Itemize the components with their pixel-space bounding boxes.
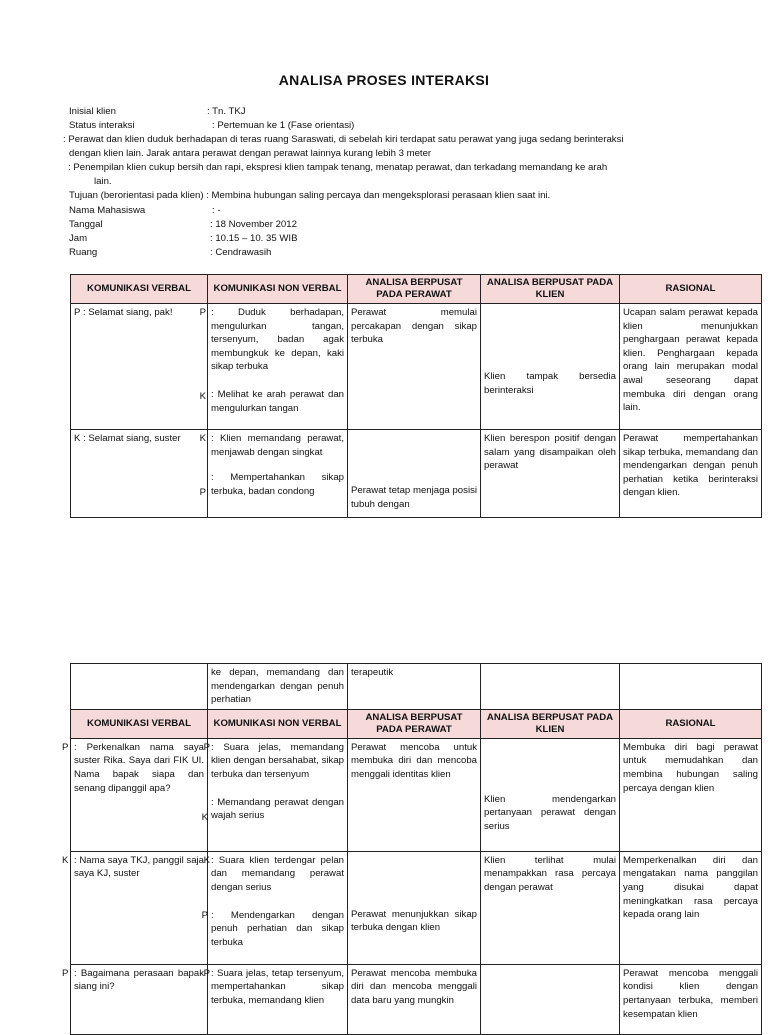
penampilan-line-2: lain. (94, 176, 112, 187)
header-verbal: KOMUNIKASI VERBAL (71, 275, 208, 304)
rasional-text: Ucapan salam perawat kepada klien menunjukkan penghargaan perawat kepada klien. Penghargaan kepada orang lain merupakan modal awal seseorang dapat membuka diri dengan orang lain. (623, 307, 758, 414)
perawat-analysis: Perawat mencoba membuka diri dan mencoba menggali data baru yang mungkin (351, 967, 477, 1006)
table-row (71, 430, 762, 518)
document-title: ANALISA PROSES INTERAKSI (278, 72, 490, 88)
perawat-analysis: Perawat mencoba untuk membuka diri dan mencoba menggali identitas klien (351, 741, 477, 780)
speaker-mark: P (199, 487, 206, 498)
klien-analysis: Klien tampak bersedia berinteraksi (484, 371, 616, 396)
rasional-text: Memperkenalkan diri dan mengatakan nama panggilan yang disukai dapat meningkatkan rasa percaya kepada orang lain (623, 854, 758, 921)
nonverbal-text: : Mendengarkan dengan penuh perhatian dan sikap terbuka (211, 909, 344, 948)
rasional-text: Membuka diri bagi perawat untuk memudahkan dan membina hubungan saling percaya dengan klien (623, 741, 758, 794)
table-row (71, 738, 762, 851)
nonverbal-text: : Suara jelas, memandang klien dengan bersahabat, sikap terbuka dan tersenyum (211, 741, 344, 780)
verbal-text: : Perkenalkan nama saya suster Rika. Saya dari FIK UI. Nama bapak siapa dan senang dipanggil apa? (74, 741, 204, 794)
verbal-text: : Nama saya TKJ, panggil saja saya KJ, suster (74, 854, 204, 880)
nonverbal-text: : Suara jelas, tetap tersenyum, mempertahankan sikap terbuka, memandang klien (211, 967, 344, 1006)
speaker-mark: K (62, 854, 69, 866)
nonverbal-text: : Duduk berhadapan, mengulurkan tangan, tersenyum, badan agak membungkuk ke depan, kaki sikap terbuka (211, 307, 344, 373)
nama-value: : - (212, 205, 221, 216)
header-rasional: RASIONAL (620, 275, 762, 304)
klien-analysis: Klien mendengarkan pertanyaan perawat dengan serius (484, 793, 616, 832)
speaker-mark: K (199, 433, 206, 444)
header-perawat: ANALISA BERPUSAT PADA PERAWAT (348, 709, 481, 738)
inisial-label: Inisial klien (69, 106, 116, 117)
analysis-table-2 (62, 663, 762, 1035)
nonverbal-text: : Klien memandang perawat, menjawab dengan singkat (211, 433, 344, 458)
tujuan-line: Tujuan (berorientasi pada klien) : Membina hubungan saling percaya dan mengeksplorasi perasaan klien saat ini. (69, 190, 551, 201)
speaker-mark: P (201, 909, 208, 921)
status-label: Status interaksi (69, 120, 135, 131)
status-value: : Pertemuan ke 1 (Fase orientasi) (212, 120, 355, 131)
speaker-mark: K (201, 811, 208, 823)
ruang-label: Ruang (69, 247, 98, 258)
perawat-analysis: terapeutik (351, 667, 394, 678)
perawat-analysis: Perawat tetap menjaga posisi tubuh dengan (351, 485, 477, 510)
perawat-analysis: Perawat memulai percakapan dengan sikap terbuka (351, 307, 477, 346)
continuation-row (71, 664, 762, 710)
nama-label: Nama Mahasiswa (69, 205, 146, 216)
table-row (71, 851, 762, 964)
klien-analysis: Klien terlihat mulai menampakkan rasa percaya dengan perawat (484, 854, 616, 893)
header-klien: ANALISA BERPUSAT PADA KLIEN (481, 709, 620, 738)
header-nonverbal: KOMUNIKASI NON VERBAL (208, 709, 348, 738)
tanggal-value: : 18 November 2012 (210, 219, 297, 230)
speaker-mark: P (199, 307, 206, 318)
ruang-value: : Cendrawasih (210, 247, 272, 258)
header-verbal: KOMUNIKASI VERBAL (71, 709, 208, 738)
verbal-text: K : Selamat siang, suster (74, 433, 181, 444)
verbal-text: : Bagaimana perasaan bapak siang ini? (74, 967, 204, 993)
analysis-table-1 (70, 274, 762, 518)
verbal-text: P : Selamat siang, pak! (74, 307, 173, 318)
tanggal-label: Tanggal (69, 219, 103, 230)
header-klien: ANALISA BERPUSAT PADA KLIEN (481, 275, 620, 304)
speaker-mark: P (62, 741, 69, 753)
table-row (71, 304, 762, 430)
inisial-value: : Tn. TKJ (207, 106, 246, 117)
speaker-mark: P (203, 967, 210, 979)
speaker-mark: P (203, 741, 210, 753)
nonverbal-text: : Suara klien terdengar pelan dan memandang perawat dengan serius (211, 854, 344, 893)
rasional-text: Perawat mempertahankan sikap terbuka, memandang dan mendengarkan dengan penuh perhatian ketika berinteraksi dengan klien. (623, 433, 758, 499)
jam-value: : 10.15 – 10. 35 WIB (210, 233, 298, 244)
nonverbal-text: : Memandang perawat dengan wajah serius (211, 796, 344, 822)
klien-analysis: Klien berespon positif dengan salam yang disampaikan oleh perawat (484, 433, 616, 472)
jam-label: Jam (69, 233, 88, 244)
header-rasional: RASIONAL (620, 709, 762, 738)
nonverbal-text: : Melihat ke arah perawat dan mengulurkan tangan (211, 388, 344, 414)
speaker-mark: K (199, 391, 206, 402)
lingkungan-line-2: dengan klien lain. Jarak antara perawat dengan perawat lainnya kurang lebih 3 meter (69, 148, 432, 159)
header-perawat: ANALISA BERPUSAT PADA PERAWAT (348, 275, 481, 304)
perawat-analysis: Perawat menunjukkan sikap terbuka dengan klien (351, 908, 477, 934)
rasional-text: Perawat mencoba menggali kondisi klien dengan pertanyaan terbuka, memberi kesempatan klien (623, 967, 758, 1020)
speaker-mark: P (62, 967, 69, 979)
nonverbal-text: ke depan, memandang dan mendengarkan dengan penuh perhatian (211, 667, 344, 706)
speaker-mark: K (203, 854, 210, 866)
penampilan-line-1: : Penempilan klien cukup bersih dan rapi, ekspresi klien tampak tenang, menatap perawat, dan terkadang memandang ke arah (68, 162, 608, 173)
nonverbal-text: : Mempertahankan sikap terbuka, badan condong (211, 472, 344, 497)
header-nonverbal: KOMUNIKASI NON VERBAL (208, 275, 348, 304)
lingkungan-line-1: : Perawat dan klien duduk berhadapan di teras ruang Saraswati, di sebelah kiri terdapat satu perawat yang juga sedang berinteraksi (63, 134, 624, 145)
table-row (71, 964, 762, 1034)
